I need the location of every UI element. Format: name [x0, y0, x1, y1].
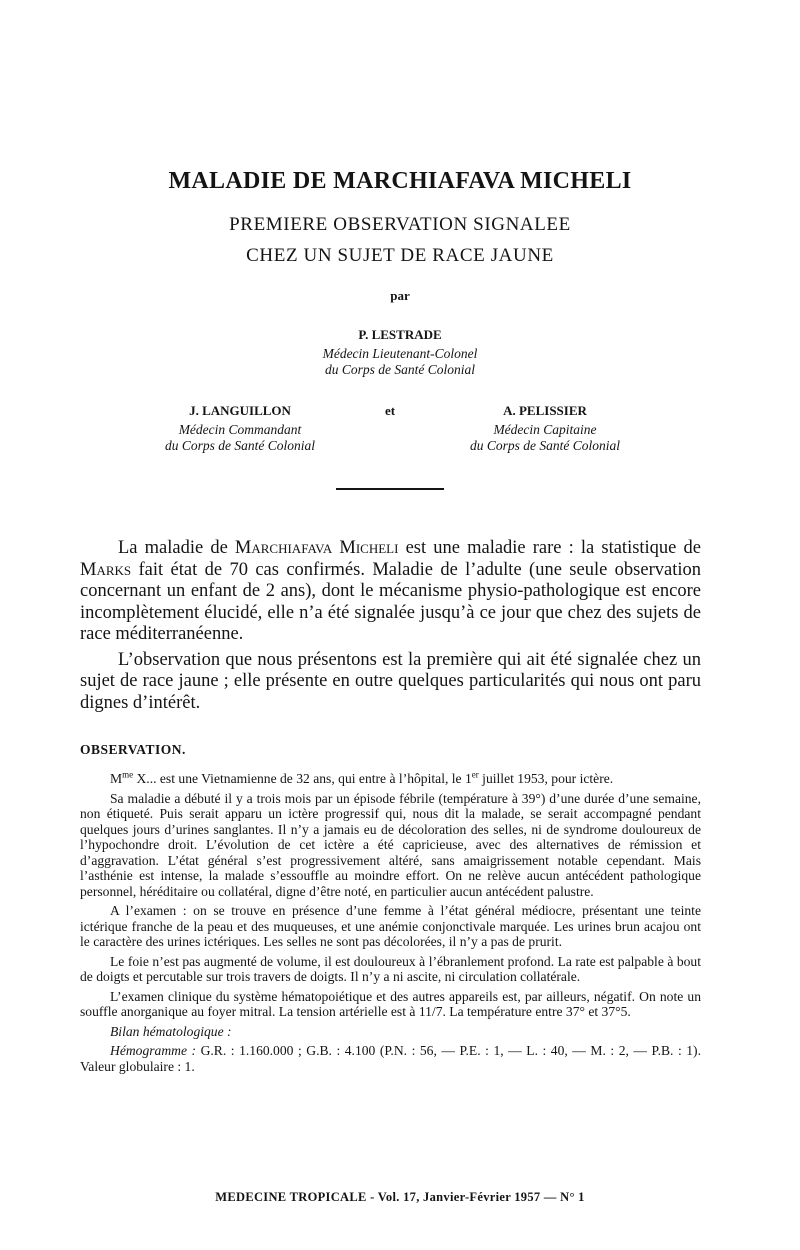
hematology-heading: Bilan hématologique :	[110, 1023, 232, 1039]
article-title: MALADIE DE MARCHIAFAVA MICHELI	[168, 168, 632, 194]
author-block-languillon	[110, 403, 370, 454]
observation-paragraph-2: Sa maladie a débuté il y a trois mois par un épisode fébrile (température à 39°) d’une durée d’une semaine, non étiqueté. Puis serait apparu un ictère progressif qui, nous dit la malade, se serait accompagné pendant quelques jours d’urines sanglantes. Il n’y a jamais eu de décoloration des selles, ni de syndrome douloureux de l’hypochondre droit. L’évolution de cet ictère a été capricieuse, avec des alternatives de rémission et d’aggravation. L’état général s’est progressivement altéré, sans amaigrissement notable cependant. Mais l’asthénie est intense, la malade s’essouffle au moindre effort. On ne relève aucun antécédent pathologique personnel, héréditaire ou collatéral, digne d’être noté, en particulier aucun antécédent palustre.	[80, 790, 701, 899]
author-block-lestrade	[0, 327, 800, 378]
author-block-pelissier	[420, 403, 670, 454]
article-subtitle-line1: PREMIERE OBSERVATION SIGNALEE	[229, 214, 571, 235]
section-heading-observation: OBSERVATION.	[80, 742, 186, 757]
author-name: A. PELISSIER	[503, 403, 587, 418]
hemogram-label: Hémogramme :	[110, 1043, 197, 1058]
author-name-marks: Marks	[80, 559, 132, 580]
observation-paragraph-1: $M^{me}$ X... est une Vietnamienne de 32 ans, qui entre à l’hôpital, le 1er juillet 1953, pour ictère.	[110, 769, 614, 786]
observation-paragraph-3: A l’examen : on se trouve en présence d’une femme à l’état général médiocre, présentant une teinte ictérique franche de la peau et des muqueuses, et une anémie conjonctivale marquée. Les urines brun acajou ont le caractère des urines ictériques. Les selles ne sont pas décolorées, il n’y a pas de prurit.	[80, 903, 701, 949]
intro-paragraph-2: L’observation que nous présentons est la première qui ait été signalée chez un sujet de race jaune ; elle présente en outre quelques particularités qui nous ont paru dignes d’intérêt.	[80, 649, 701, 713]
article-subtitle-line2: CHEZ UN SUJET DE RACE JAUNE	[246, 245, 554, 266]
observation-paragraph-5: L’examen clinique du système hématopoiétique et des autres appareils est, par ailleurs, négatif. On note un souffle anorganique au foyer mitral. La tension artérielle est à 11/7. La température entre 37° et 37°5.	[80, 988, 701, 1019]
author-role: Médecin Lieutenant-Colonel	[322, 346, 478, 361]
author-role: Médecin Commandant	[178, 422, 302, 437]
author-name: P. LESTRADE	[358, 327, 442, 342]
observation-body	[80, 771, 701, 1078]
hemogram-paragraph: Hémogramme : G.R. : 1.160.000 ; G.B. : 4.100 (P.N. : 56, — P.E. : 1, — L. : 40, — M. : 2, — P.B. : 1). Valeur globulaire : 1.	[80, 1043, 701, 1074]
introduction	[80, 538, 701, 714]
author-affiliation: du Corps de Santé Colonial	[324, 362, 475, 377]
author-affiliation: du Corps de Santé Colonial	[164, 438, 315, 453]
byline-par: par	[390, 288, 410, 303]
journal-footer: MEDECINE TROPICALE - Vol. 17, Janvier-Février 1957 — N° 1	[215, 1190, 585, 1204]
author-affiliation: du Corps de Santé Colonial	[469, 438, 620, 453]
section-divider	[336, 488, 444, 490]
observation-paragraph-4: Le foie n’est pas augmenté de volume, il est douloureux à l’ébranlement profond. La rate est palpable à bout de doigts et percutable sur trois travers de doigts. Il n’y a ni ascite, ni circulation collatérale.	[80, 953, 701, 984]
author-role: Médecin Capitaine	[493, 422, 597, 437]
author-conjunction: et	[385, 403, 396, 418]
author-name-marchiafava: Marchiafava Micheli	[234, 538, 399, 558]
intro-paragraph-1: La maladie de Marchiafava Micheli est une maladie rare : la statistique de Marks fait état de 70 cas confirmés. Maladie de l’adulte (une seule observation concernant un enfant de 2 ans), dont le mécanisme physio-pathologique est encore incomplètement élucidé, elle n’a été signalée jusqu’à ce jour que chez des sujets de race méditerranéenne.	[80, 538, 701, 644]
author-name: J. LANGUILLON	[189, 403, 291, 418]
